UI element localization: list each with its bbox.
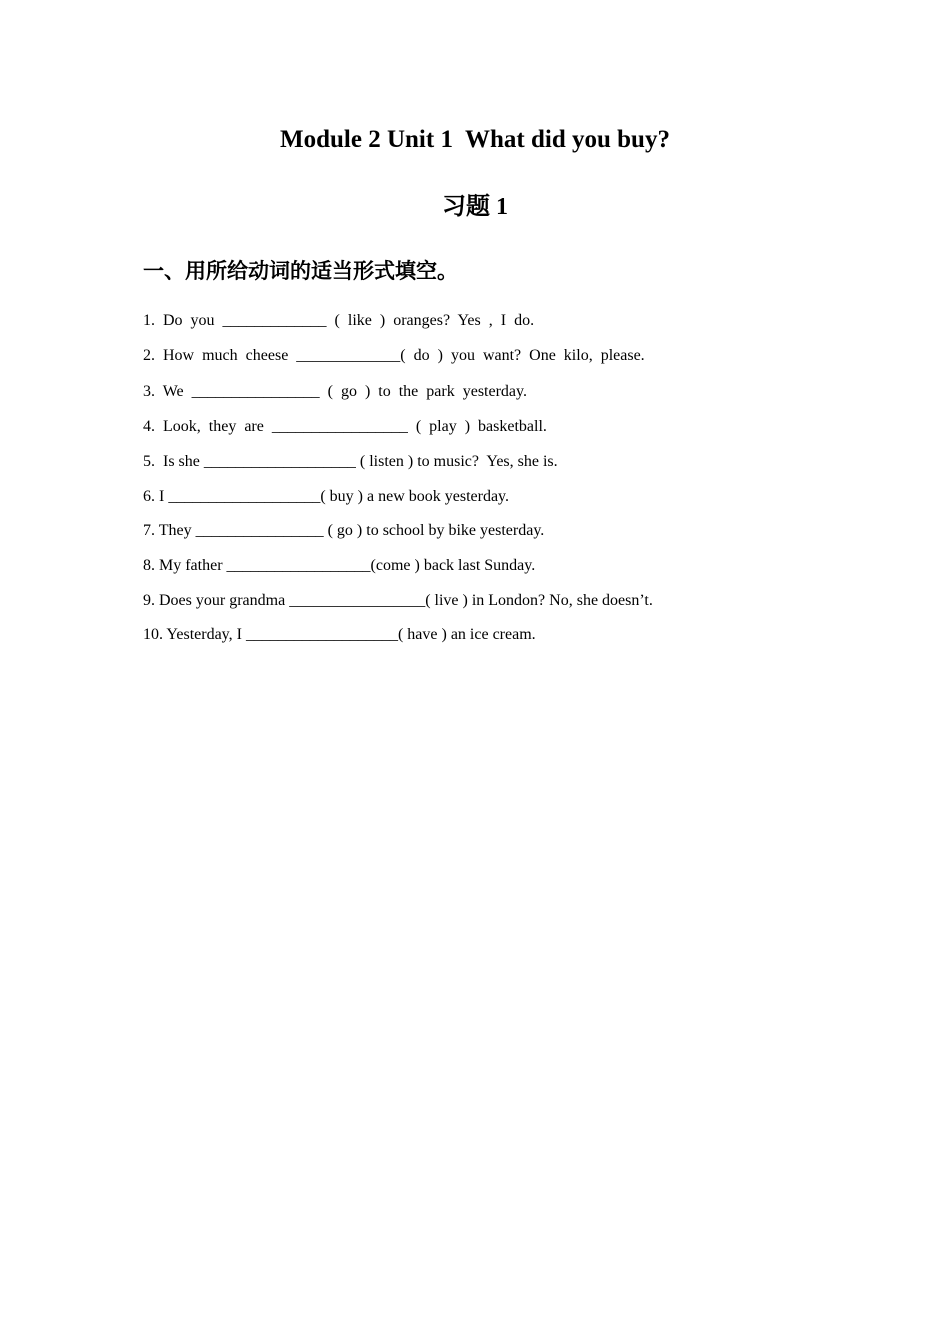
question-3: 3. We ________________ ( go ) to the park yesterday. (143, 383, 527, 400)
question-4: 4. Look, they are _________________ ( play ) basketball. (143, 418, 547, 435)
question-2: 2. How much cheese _____________( do ) you want? One kilo, please. (143, 347, 645, 364)
page-subtitle: 习题 1 (442, 194, 508, 220)
page-title: Module 2 Unit 1 What did you buy? (280, 126, 670, 153)
question-6: 6. I ___________________( buy ) a new book yesterday. (143, 488, 510, 505)
question-10: 10. Yesterday, I ___________________( have ) an ice cream. (143, 626, 536, 643)
question-1: 1. Do you _____________ ( like ) oranges? Yes , I do. (143, 312, 535, 329)
question-7: 7. They ________________ ( go ) to school by bike yesterday. (143, 522, 545, 539)
section-heading: 一、用所给动词的适当形式填空。 (143, 259, 458, 283)
question-5: 5. Is she ___________________ ( listen ) to music? Yes, she is. (143, 453, 558, 470)
question-8: 8. My father __________________(come ) back last Sunday. (143, 557, 536, 574)
question-9: 9. Does your grandma _________________( live ) in London? No, she doesn’t. (143, 592, 653, 609)
